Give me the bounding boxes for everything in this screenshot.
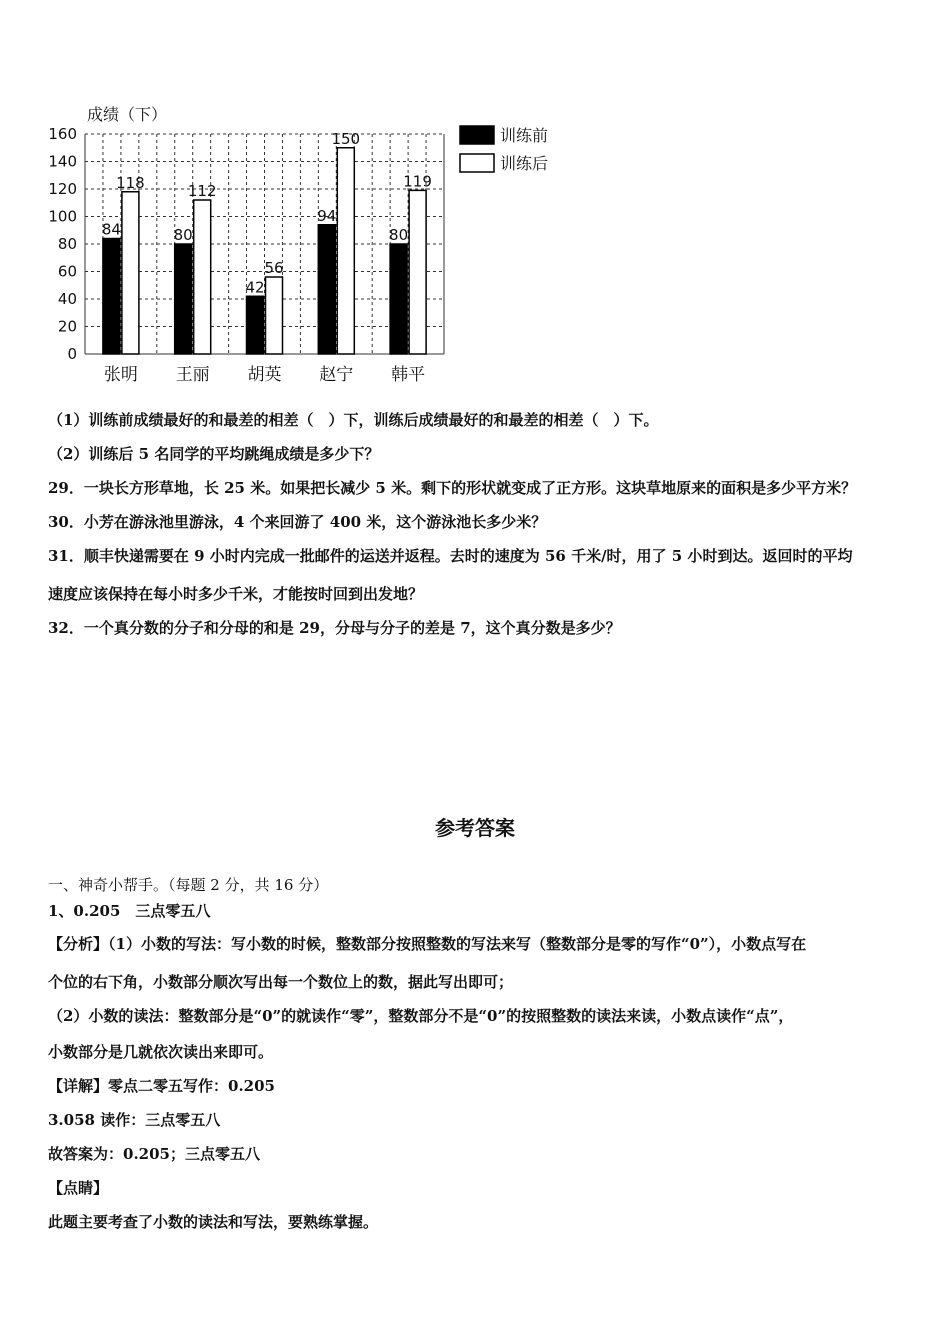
y-axis-label: 成绩（下） (87, 105, 168, 124)
legend-swatch-before (460, 126, 494, 144)
bar-after-3 (266, 277, 283, 354)
detail-line3: 故答案为：0.205；三点零五八 (48, 1145, 260, 1163)
bar-value-label: 56 (264, 259, 284, 277)
question-29: 29．一块长方形草地，长 25 米。如果把长减少 5 米。剩下的形状就变成了正方形。这块草地原来的面积是多少平方米？ (48, 479, 857, 497)
comment-label: 【点睛】 (48, 1179, 109, 1197)
x-tick-label: 赵宁 (319, 365, 354, 385)
y-tick-label: 60 (57, 262, 77, 281)
legend (460, 126, 548, 173)
bar-after-4 (337, 148, 354, 354)
y-tick-label: 40 (57, 290, 77, 308)
bar-chart (40, 96, 580, 396)
answer-section: 一、神奇小帮手。（每题 2 分，共 16 分） (48, 876, 329, 894)
y-tick-label: 140 (48, 152, 77, 171)
bar-value-label: 150 (331, 129, 361, 148)
x-categories (104, 365, 425, 385)
bar-value-label: 84 (101, 220, 121, 239)
analysis-line2: 个位的右下角，小数部分顺次写出每一个数位上的数，据此写出即可； (48, 973, 514, 991)
question-1: （1）训练前成绩最好的和最差的相差（ ）下，训练后成绩最好的和最差的相差（ ）下。 (48, 411, 659, 429)
y-tick-label: 120 (48, 180, 77, 198)
question-32: 32．一个真分数的分子和分母的和是 29，分母与分子的差是 7，这个真分数是多少？ (48, 619, 621, 637)
legend-label-after: 训练后 (500, 154, 549, 173)
y-tick-label: 100 (48, 207, 77, 226)
y-tick-label: 80 (57, 235, 77, 253)
detail-line2: 3.058 读作：三点零五八 (48, 1111, 221, 1129)
bar-before-3 (247, 296, 264, 354)
x-tick-label: 韩平 (391, 365, 426, 385)
question-2: （2）训练后 5 名同学的平均跳绳成绩是多少下？ (48, 445, 380, 463)
analysis-line4: 小数部分是几就依次读出来即可。 (48, 1043, 274, 1061)
y-tick-label: 20 (57, 317, 77, 336)
y-ticks (48, 125, 77, 363)
y-tick-label: 0 (67, 345, 77, 363)
bar-after-1 (122, 192, 139, 354)
answer-title: 参考答案 (435, 816, 515, 840)
bar-value-label: 94 (317, 206, 337, 225)
bar-value-label: 112 (187, 182, 217, 200)
analysis-line1: 【分析】（1）小数的写法：写小数的时候，整数部分按照整数的写法来写（整数部分是零的写作“0”），小数点写在 (48, 935, 807, 953)
chart-bars (102, 130, 432, 354)
analysis-line3: （2）小数的读法：整数部分是“0”的就读作“零”，整数部分不是“0”的按照整数的读法来读，小数点读作“点”， (48, 1007, 794, 1025)
y-tick-label: 160 (48, 125, 77, 143)
detail-line1: 【详解】零点二零五写作：0.205 (48, 1077, 275, 1095)
question-31-line2: 速度应该保持在每小时多少千米，才能按时回到出发地？ (48, 585, 424, 603)
legend-label-before: 训练前 (500, 126, 549, 145)
x-tick-label: 张明 (103, 365, 138, 385)
bar-before-4 (318, 225, 335, 354)
answer-1: 1、0.205 三点零五八 (48, 902, 211, 920)
question-30: 30．小芳在游泳池里游泳，4 个来回游了 400 米，这个游泳池长多少米？ (48, 513, 547, 531)
bar-value-label: 80 (389, 226, 409, 244)
question-31-line1: 31．顺丰快递需要在 9 小时内完成一批邮件的运送并返程。去时的速度为 56 千米/时，用了 5 小时到达。返回时的平均 (48, 547, 853, 565)
bar-value-label: 80 (173, 226, 193, 244)
bar-value-label: 42 (245, 278, 265, 297)
bar-before-1 (103, 239, 120, 355)
legend-swatch-after (460, 154, 494, 172)
bar-after-2 (194, 200, 211, 354)
bar-value-label: 119 (403, 172, 432, 191)
comment-text: 此题主要考查了小数的读法和写法，要熟练掌握。 (48, 1213, 379, 1231)
bar-before-2 (175, 244, 192, 354)
bar-value-label: 118 (116, 173, 145, 192)
bar-after-5 (409, 190, 426, 354)
bar-before-5 (390, 244, 407, 354)
x-tick-label: 胡英 (247, 365, 282, 385)
x-tick-label: 王丽 (175, 365, 210, 385)
